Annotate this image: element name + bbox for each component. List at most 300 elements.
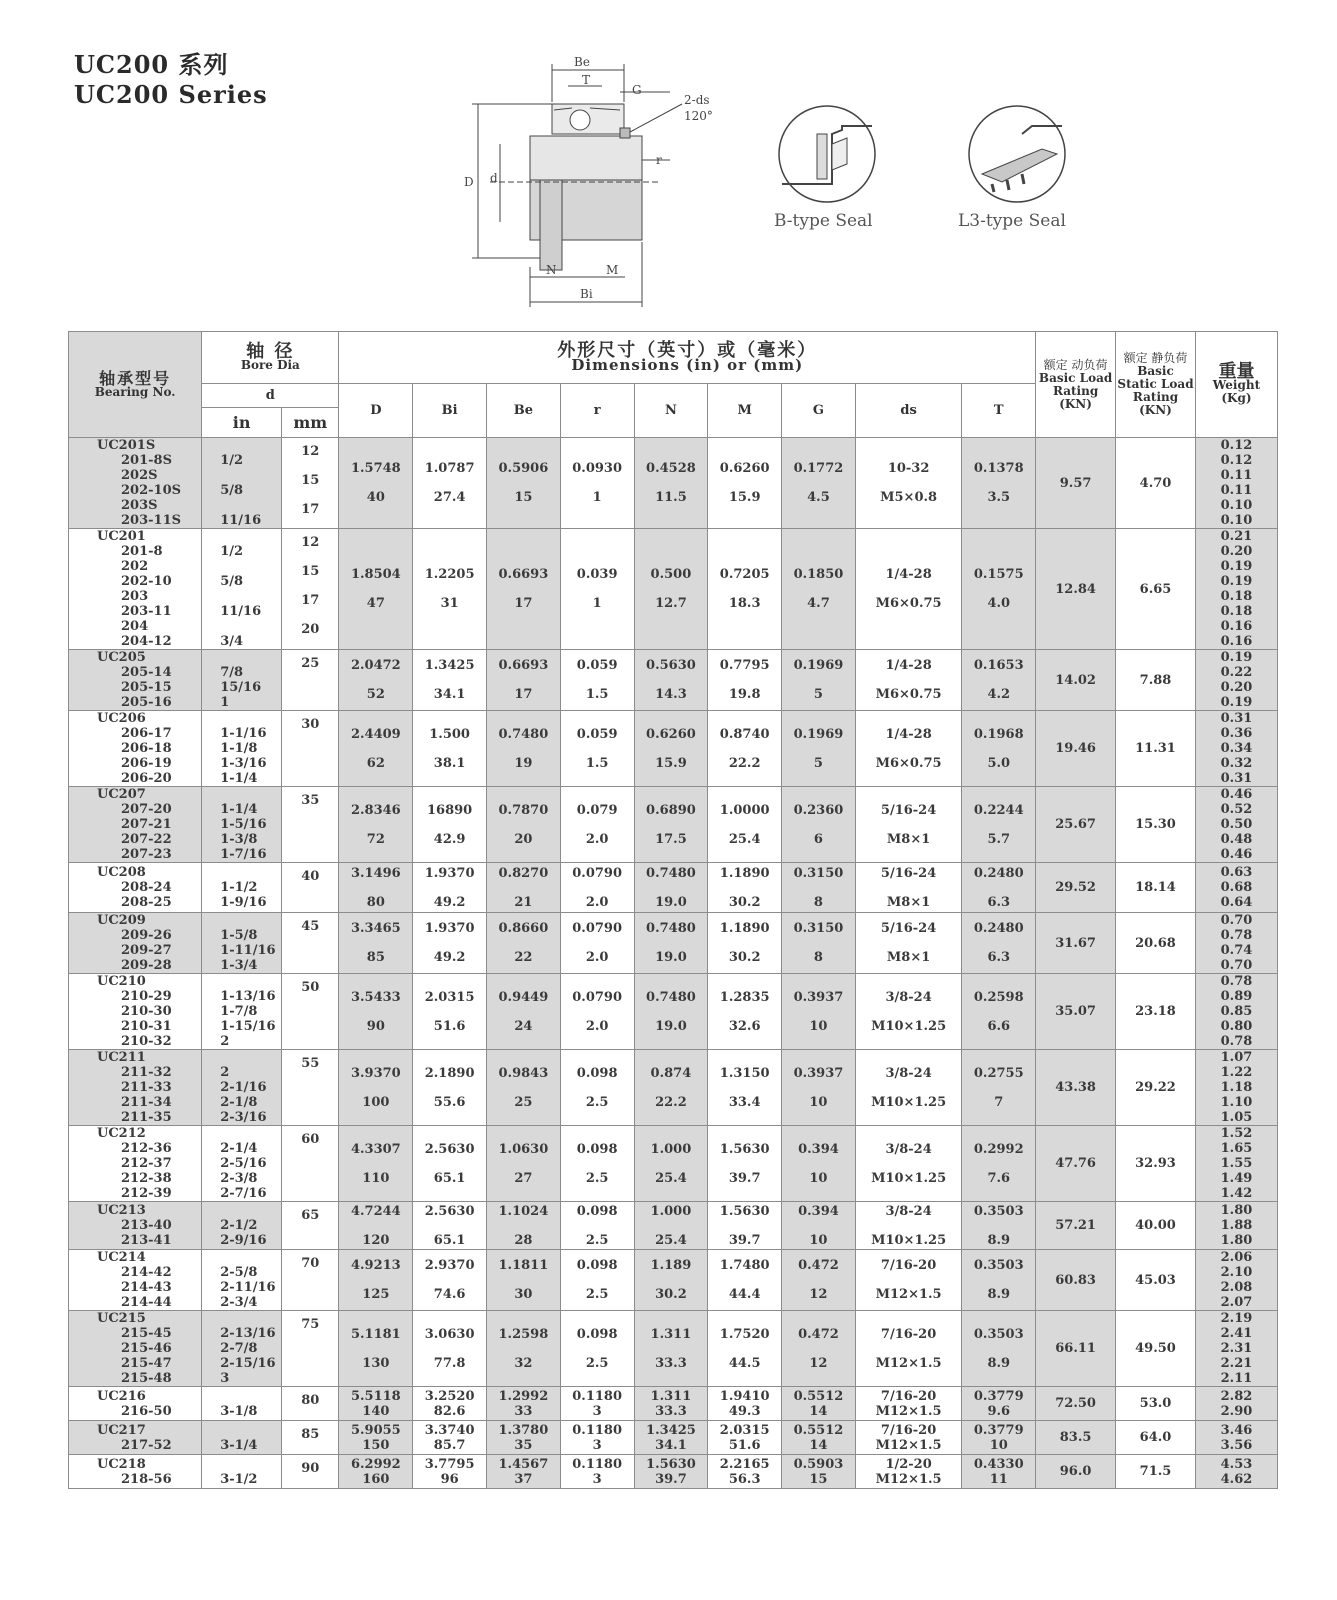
weight-value: 1.88 bbox=[1220, 1218, 1253, 1233]
dim-mm-value: 12 bbox=[809, 1287, 828, 1302]
header-col-ds: ds bbox=[855, 384, 962, 438]
dim-mm-value: 4.7 bbox=[807, 596, 830, 611]
bore-inch-cell bbox=[202, 711, 282, 787]
bearing-model: 207-20 bbox=[121, 802, 172, 817]
dim-cell bbox=[339, 650, 413, 711]
diagram-label-r: r bbox=[656, 153, 662, 167]
bearing-models-cell bbox=[69, 1126, 202, 1202]
dim-cell bbox=[855, 1202, 962, 1250]
dim-inch-value: 1.1024 bbox=[498, 1203, 549, 1219]
dim-cell bbox=[487, 787, 561, 863]
dim-cell bbox=[855, 1126, 962, 1202]
dim-mm-value: 32 bbox=[514, 1355, 533, 1371]
dim-cell bbox=[634, 1126, 708, 1202]
bearing-models-cell bbox=[69, 711, 202, 787]
dim-inch-value: 1.3425 bbox=[646, 1422, 696, 1438]
dynamic-load-cell: 72.50 bbox=[1036, 1387, 1116, 1421]
bore-inch: 1-13/16 bbox=[220, 989, 276, 1004]
static-load-cell: 32.93 bbox=[1116, 1126, 1196, 1202]
bore-inch-cell bbox=[202, 787, 282, 863]
dim-inch-value: 1.3425 bbox=[424, 658, 475, 673]
dim-inch-value: 0.098 bbox=[576, 1065, 618, 1081]
bore-mm: 20 bbox=[301, 622, 320, 637]
dim-cell bbox=[487, 711, 561, 787]
dim-inch-value: 5/16-24 bbox=[880, 865, 937, 881]
header-d: d bbox=[202, 384, 339, 408]
dim-inch-value: 3/8-24 bbox=[885, 1141, 932, 1157]
b-type-seal-icon bbox=[772, 104, 882, 204]
bore-mm-cell bbox=[282, 974, 339, 1050]
dim-cell bbox=[560, 1126, 634, 1202]
dim-inch-value: 2.8346 bbox=[350, 802, 401, 818]
dim-inch-value: 0.3503 bbox=[973, 1203, 1024, 1219]
diagram-label-angle: 120° bbox=[684, 109, 713, 123]
dim-cell bbox=[962, 1311, 1036, 1387]
diagram-label-d-outer: D bbox=[464, 175, 474, 189]
bore-inch: 3-1/8 bbox=[220, 1403, 258, 1419]
dim-mm-value: 8.9 bbox=[987, 1287, 1011, 1302]
dim-mm-value: 15 bbox=[809, 1471, 828, 1487]
dim-mm-value: 2.0 bbox=[585, 831, 609, 847]
dim-inch-value: 3/8-24 bbox=[885, 1203, 932, 1219]
dim-cell bbox=[855, 1250, 962, 1311]
weight-value: 3.46 bbox=[1220, 1422, 1253, 1438]
bore-inch-cell bbox=[202, 913, 282, 974]
bore-inch-cell bbox=[202, 1050, 282, 1126]
bore-inch bbox=[220, 498, 281, 513]
dim-mm-value: 1 bbox=[592, 596, 602, 611]
dim-mm-value: M8×1 bbox=[886, 950, 931, 965]
dim-inch-value: 0.6260 bbox=[719, 461, 770, 476]
dim-cell bbox=[413, 1202, 487, 1250]
dim-cell bbox=[782, 1050, 856, 1126]
dim-inch-value: 1.2835 bbox=[719, 989, 770, 1005]
bearing-model: 201-8S bbox=[121, 453, 172, 468]
weight-cell bbox=[1195, 711, 1277, 787]
dim-cell bbox=[634, 863, 708, 913]
bore-inch: 1-1/16 bbox=[220, 726, 267, 741]
dim-cell bbox=[339, 1126, 413, 1202]
bore-inch: 1-3/16 bbox=[220, 756, 267, 771]
dim-inch-value: 0.039 bbox=[576, 567, 618, 582]
dim-cell bbox=[634, 1250, 708, 1311]
weight-value: 2.11 bbox=[1220, 1371, 1253, 1386]
dim-inch-value: 0.1772 bbox=[793, 461, 844, 476]
dim-mm-value: 3 bbox=[592, 1403, 602, 1419]
dim-inch-value: 0.0790 bbox=[572, 921, 623, 936]
diagram-label-n: N bbox=[546, 263, 557, 277]
dynamic-load-cell: 35.07 bbox=[1036, 974, 1116, 1050]
bore-mm: 12 bbox=[301, 535, 320, 550]
dim-mm-value: 33 bbox=[514, 1403, 533, 1419]
bearing-model: 210-29 bbox=[121, 989, 172, 1004]
dim-inch-value: 0.8740 bbox=[719, 726, 770, 742]
dim-inch-value: 1.3150 bbox=[719, 1065, 770, 1081]
dim-cell bbox=[962, 1250, 1036, 1311]
bearing-model: UC214 bbox=[97, 1250, 146, 1265]
dim-inch-value: 0.2480 bbox=[973, 865, 1024, 881]
weight-value: 0.70 bbox=[1220, 958, 1253, 973]
bearing-model: 214-43 bbox=[121, 1280, 172, 1295]
dim-mm-value: 10 bbox=[989, 1437, 1008, 1453]
dim-cell bbox=[782, 1250, 856, 1311]
weight-value: 1.55 bbox=[1220, 1156, 1253, 1171]
static-load-cell: 23.18 bbox=[1116, 974, 1196, 1050]
dim-mm-value: 49.2 bbox=[433, 950, 466, 965]
dim-inch-value: 0.7205 bbox=[719, 567, 770, 582]
header-bore-dia: 轴 径 Bore Dia bbox=[202, 332, 339, 384]
dim-cell bbox=[487, 1250, 561, 1311]
bearing-model: UC208 bbox=[97, 865, 146, 880]
dim-inch-value: 0.0930 bbox=[572, 461, 623, 476]
bore-mm-cell bbox=[282, 438, 339, 529]
dim-mm-value: 140 bbox=[362, 1403, 390, 1419]
dim-inch-value: 4.3307 bbox=[350, 1141, 401, 1157]
page-title bbox=[74, 50, 268, 110]
dim-mm-value: 19.0 bbox=[655, 1018, 687, 1034]
dim-inch-value: 0.3937 bbox=[793, 989, 844, 1005]
dim-cell bbox=[782, 1387, 856, 1421]
bore-inch bbox=[220, 529, 281, 544]
table-row bbox=[69, 787, 1278, 863]
static-load-cell: 71.5 bbox=[1116, 1455, 1196, 1489]
dim-mm-value: 19.0 bbox=[655, 894, 687, 910]
dim-cell bbox=[962, 650, 1036, 711]
dim-inch-value: 0.1969 bbox=[793, 726, 844, 742]
bearing-model: 215-46 bbox=[121, 1341, 172, 1356]
dim-inch-value: 0.1850 bbox=[793, 567, 844, 582]
dim-mm-value: 10 bbox=[809, 1232, 828, 1248]
dim-mm-value: 25.4 bbox=[728, 831, 761, 847]
bore-inch: 3 bbox=[220, 1371, 230, 1386]
static-load-cell: 20.68 bbox=[1116, 913, 1196, 974]
dim-inch-value: 0.8660 bbox=[498, 921, 549, 936]
bore-inch: 3-1/2 bbox=[220, 1471, 258, 1487]
dim-mm-value: 2.5 bbox=[585, 1287, 609, 1302]
dim-cell bbox=[413, 1050, 487, 1126]
dim-mm-value: 33.3 bbox=[655, 1355, 687, 1371]
bore-inch: 2-1/4 bbox=[220, 1141, 258, 1156]
bore-inch bbox=[220, 913, 281, 928]
dim-mm-value: 8 bbox=[813, 950, 823, 965]
dim-mm-value: 77.8 bbox=[433, 1355, 466, 1371]
dim-mm-value: 2.5 bbox=[585, 1170, 609, 1186]
dim-inch-value: 0.1180 bbox=[572, 1456, 623, 1472]
weight-value: 0.46 bbox=[1220, 787, 1253, 802]
dim-inch-value: 0.2360 bbox=[793, 802, 844, 818]
dim-cell bbox=[708, 787, 782, 863]
weight-value: 0.19 bbox=[1220, 559, 1253, 574]
dim-mm-value: 1.5 bbox=[585, 755, 609, 771]
dim-cell bbox=[782, 438, 856, 529]
weight-cell bbox=[1195, 863, 1277, 913]
dim-mm-value: M5×0.8 bbox=[880, 490, 938, 505]
dim-cell bbox=[339, 1250, 413, 1311]
bearing-model: 205-14 bbox=[121, 665, 172, 680]
bore-inch-cell bbox=[202, 529, 282, 650]
dim-inch-value: 0.3503 bbox=[973, 1258, 1024, 1273]
bore-inch-cell bbox=[202, 438, 282, 529]
dim-mm-value: 15.9 bbox=[728, 490, 761, 505]
dim-mm-value: M12×1.5 bbox=[875, 1437, 942, 1453]
header-static-load: 额定 静负荷 Basic Static Load Rating (KN) bbox=[1116, 332, 1196, 438]
bore-mm: 75 bbox=[301, 1317, 320, 1332]
dim-inch-value: 1.4567 bbox=[498, 1456, 549, 1472]
dim-mm-value: 27 bbox=[514, 1170, 533, 1186]
dim-cell bbox=[708, 1421, 782, 1455]
weight-value: 0.63 bbox=[1220, 865, 1253, 880]
dim-inch-value: 0.1180 bbox=[572, 1422, 623, 1438]
dim-cell bbox=[560, 711, 634, 787]
dim-cell bbox=[560, 438, 634, 529]
dim-cell bbox=[560, 913, 634, 974]
dim-inch-value: 7/16-20 bbox=[880, 1258, 937, 1273]
dim-inch-value: 0.5906 bbox=[498, 461, 549, 476]
bore-mm-cell bbox=[282, 1250, 339, 1311]
dim-cell bbox=[855, 529, 962, 650]
dim-inch-value: 0.472 bbox=[798, 1258, 839, 1273]
bore-inch: 2-3/8 bbox=[220, 1171, 258, 1186]
weight-cell bbox=[1195, 1387, 1277, 1421]
weight-cell bbox=[1195, 913, 1277, 974]
dim-cell bbox=[708, 913, 782, 974]
dim-inch-value: 0.098 bbox=[576, 1258, 618, 1273]
dim-inch-value: 6.2992 bbox=[350, 1456, 401, 1472]
dim-mm-value: 39.7 bbox=[655, 1471, 687, 1487]
dim-mm-value: 44.4 bbox=[728, 1287, 761, 1302]
bore-inch: 2-3/4 bbox=[220, 1295, 258, 1310]
dim-inch-value: 0.059 bbox=[576, 726, 618, 742]
dim-cell bbox=[962, 1050, 1036, 1126]
dim-mm-value: 160 bbox=[362, 1471, 390, 1487]
dim-inch-value: 5.9055 bbox=[350, 1422, 401, 1438]
dim-mm-value: 49.3 bbox=[728, 1403, 761, 1419]
bearing-model: 210-31 bbox=[121, 1019, 172, 1034]
dim-cell bbox=[339, 438, 413, 529]
dim-cell bbox=[339, 1421, 413, 1455]
dynamic-load-cell: 14.02 bbox=[1036, 650, 1116, 711]
weight-value: 0.64 bbox=[1220, 895, 1253, 910]
diagram-label-t: T bbox=[582, 73, 591, 87]
bearing-model: 206-20 bbox=[121, 771, 172, 786]
bearing-model: UC201 bbox=[97, 529, 146, 544]
dim-inch-value: 3.7795 bbox=[424, 1456, 475, 1472]
bore-inch: 2-11/16 bbox=[220, 1280, 276, 1295]
bore-inch bbox=[220, 559, 281, 574]
dim-cell bbox=[708, 863, 782, 913]
dim-inch-value: 5/16-24 bbox=[880, 921, 937, 936]
weight-value: 0.74 bbox=[1220, 943, 1253, 958]
dim-mm-value: 8.9 bbox=[987, 1232, 1011, 1248]
dim-mm-value: 15 bbox=[514, 490, 533, 505]
bore-inch: 1/2 bbox=[220, 544, 244, 559]
dim-cell bbox=[413, 1126, 487, 1202]
dim-inch-value: 2.4409 bbox=[350, 726, 401, 742]
spec-table bbox=[68, 331, 1278, 1489]
header-col-be: Be bbox=[487, 384, 561, 438]
dim-mm-value: 28 bbox=[514, 1232, 533, 1248]
dynamic-load-cell: 57.21 bbox=[1036, 1202, 1116, 1250]
table-row bbox=[69, 913, 1278, 974]
bore-mm-cell bbox=[282, 1202, 339, 1250]
bearing-model: 210-30 bbox=[121, 1004, 172, 1019]
dim-cell bbox=[855, 787, 962, 863]
dim-inch-value: 1.5748 bbox=[350, 461, 401, 476]
bore-mm-cell bbox=[282, 1421, 339, 1455]
dim-mm-value: M12×1.5 bbox=[875, 1471, 942, 1487]
dim-mm-value: 9.6 bbox=[987, 1403, 1011, 1419]
bore-inch-cell bbox=[202, 1421, 282, 1455]
diagram-label-bi: Bi bbox=[580, 287, 593, 301]
bearing-model: UC218 bbox=[97, 1456, 146, 1472]
dim-inch-value: 4.7244 bbox=[350, 1203, 401, 1219]
dim-inch-value: 0.9843 bbox=[498, 1065, 549, 1081]
bore-inch: 2-13/16 bbox=[220, 1326, 276, 1341]
dim-mm-value: 62 bbox=[366, 755, 385, 771]
dim-mm-value: 17.5 bbox=[655, 831, 687, 847]
dim-inch-value: 1.9410 bbox=[719, 1388, 770, 1404]
dim-cell bbox=[560, 650, 634, 711]
dim-cell bbox=[634, 711, 708, 787]
dim-cell bbox=[560, 787, 634, 863]
bore-mm: 70 bbox=[301, 1256, 320, 1271]
static-load-cell: 7.88 bbox=[1116, 650, 1196, 711]
dim-inch-value: 1.9370 bbox=[424, 865, 475, 881]
dim-cell bbox=[708, 1455, 782, 1489]
dim-cell bbox=[339, 1202, 413, 1250]
dim-cell bbox=[413, 711, 487, 787]
static-load-cell: 15.30 bbox=[1116, 787, 1196, 863]
dim-mm-value: M6×0.75 bbox=[875, 687, 942, 702]
dim-inch-value: 2.2165 bbox=[719, 1456, 770, 1472]
weight-cell bbox=[1195, 787, 1277, 863]
dim-mm-value: 11 bbox=[989, 1471, 1008, 1487]
bearing-models-cell bbox=[69, 1050, 202, 1126]
dim-cell bbox=[339, 529, 413, 650]
static-load-cell: 53.0 bbox=[1116, 1387, 1196, 1421]
dim-mm-value: 96 bbox=[440, 1471, 459, 1487]
weight-value: 0.31 bbox=[1220, 711, 1253, 726]
bearing-models-cell bbox=[69, 974, 202, 1050]
bearing-model: UC217 bbox=[97, 1422, 146, 1438]
weight-value: 0.78 bbox=[1220, 928, 1253, 943]
dim-inch-value: 0.2598 bbox=[973, 989, 1024, 1005]
table-row bbox=[69, 863, 1278, 913]
weight-value: 0.11 bbox=[1220, 483, 1253, 498]
dim-cell bbox=[708, 1126, 782, 1202]
bore-inch: 2-9/16 bbox=[220, 1233, 267, 1248]
static-load-cell: 49.50 bbox=[1116, 1311, 1196, 1387]
dim-inch-value: 0.7480 bbox=[498, 726, 549, 742]
dim-cell bbox=[962, 1126, 1036, 1202]
dim-mm-value: M8×1 bbox=[886, 831, 931, 847]
dim-inch-value: 1.7480 bbox=[719, 1258, 770, 1273]
dim-cell bbox=[413, 1250, 487, 1311]
bore-mm: 55 bbox=[301, 1056, 320, 1071]
dim-inch-value: 0.5512 bbox=[793, 1422, 844, 1438]
dim-inch-value: 0.472 bbox=[798, 1326, 839, 1342]
bore-inch: 5/8 bbox=[220, 483, 244, 498]
bearing-model: 211-32 bbox=[121, 1065, 172, 1080]
dim-inch-value: 0.5512 bbox=[793, 1388, 844, 1404]
dim-cell bbox=[413, 863, 487, 913]
header-col-n: N bbox=[634, 384, 708, 438]
dim-inch-value: 5.1181 bbox=[350, 1326, 401, 1342]
bore-inch: 15/16 bbox=[220, 680, 262, 695]
dim-cell bbox=[413, 787, 487, 863]
header-dynamic-load: 额定 动负荷 Basic Load Rating (KN) bbox=[1036, 332, 1116, 438]
weight-value: 4.62 bbox=[1220, 1471, 1253, 1487]
weight-value: 0.18 bbox=[1220, 604, 1253, 619]
dim-mm-value: 10 bbox=[809, 1094, 828, 1110]
weight-cell bbox=[1195, 1421, 1277, 1455]
dim-inch-value: 1.1890 bbox=[719, 865, 770, 881]
dim-inch-value: 0.1969 bbox=[793, 658, 844, 673]
dim-mm-value: 34.1 bbox=[433, 687, 466, 702]
dim-mm-value: 33.4 bbox=[728, 1094, 761, 1110]
bore-mm: 40 bbox=[301, 869, 320, 884]
weight-value: 0.20 bbox=[1220, 680, 1253, 695]
dim-mm-value: 150 bbox=[362, 1437, 390, 1453]
dim-mm-value: 17 bbox=[514, 596, 533, 611]
dim-inch-value: 0.6260 bbox=[646, 726, 696, 742]
dim-inch-value: 0.9449 bbox=[498, 989, 549, 1005]
dynamic-load-cell: 19.46 bbox=[1036, 711, 1116, 787]
dim-inch-value: 1.7520 bbox=[719, 1326, 770, 1342]
dim-mm-value: 120 bbox=[362, 1232, 390, 1248]
dim-inch-value: 0.059 bbox=[576, 658, 618, 673]
weight-value: 1.42 bbox=[1220, 1186, 1253, 1201]
dim-inch-value: 1.2992 bbox=[498, 1388, 549, 1404]
dim-inch-value: 1/4-28 bbox=[885, 726, 932, 742]
weight-value: 0.46 bbox=[1220, 847, 1253, 862]
dim-mm-value: 22.2 bbox=[655, 1094, 687, 1110]
bore-inch bbox=[220, 1203, 281, 1218]
weight-value: 0.89 bbox=[1220, 989, 1253, 1004]
bearing-model: 210-32 bbox=[121, 1034, 172, 1049]
dim-mm-value: 6.3 bbox=[987, 950, 1011, 965]
dim-cell bbox=[782, 1202, 856, 1250]
bore-inch: 2-1/2 bbox=[220, 1218, 258, 1233]
dim-mm-value: 19.0 bbox=[655, 950, 687, 965]
bore-mm: 65 bbox=[301, 1208, 320, 1223]
header-col-bi: Bi bbox=[413, 384, 487, 438]
weight-value: 0.85 bbox=[1220, 1004, 1253, 1019]
dim-mm-value: M12×1.5 bbox=[875, 1403, 942, 1419]
dim-cell bbox=[487, 1455, 561, 1489]
dim-cell bbox=[962, 711, 1036, 787]
dim-mm-value: 2.0 bbox=[585, 1018, 609, 1034]
dim-cell bbox=[782, 863, 856, 913]
weight-value: 2.07 bbox=[1220, 1295, 1253, 1310]
dim-cell bbox=[487, 1421, 561, 1455]
diagram-label-d-bore: d bbox=[490, 171, 498, 185]
dim-mm-value: 6 bbox=[813, 831, 823, 847]
l3-type-seal-icon bbox=[962, 104, 1072, 204]
dim-mm-value: 65.1 bbox=[433, 1170, 466, 1186]
bore-mm-cell bbox=[282, 1311, 339, 1387]
weight-value: 1.65 bbox=[1220, 1141, 1253, 1156]
bearing-model: 203 bbox=[121, 589, 149, 604]
table-row bbox=[69, 1421, 1278, 1455]
bore-inch bbox=[220, 589, 281, 604]
dim-mm-value: M10×1.25 bbox=[871, 1018, 947, 1034]
l3-type-seal-label: L3-type Seal bbox=[958, 211, 1066, 231]
bearing-model: UC212 bbox=[97, 1126, 146, 1141]
bore-inch: 1-5/16 bbox=[220, 817, 267, 832]
bearing-model: UC209 bbox=[97, 913, 146, 928]
dim-mm-value: 14 bbox=[809, 1403, 828, 1419]
